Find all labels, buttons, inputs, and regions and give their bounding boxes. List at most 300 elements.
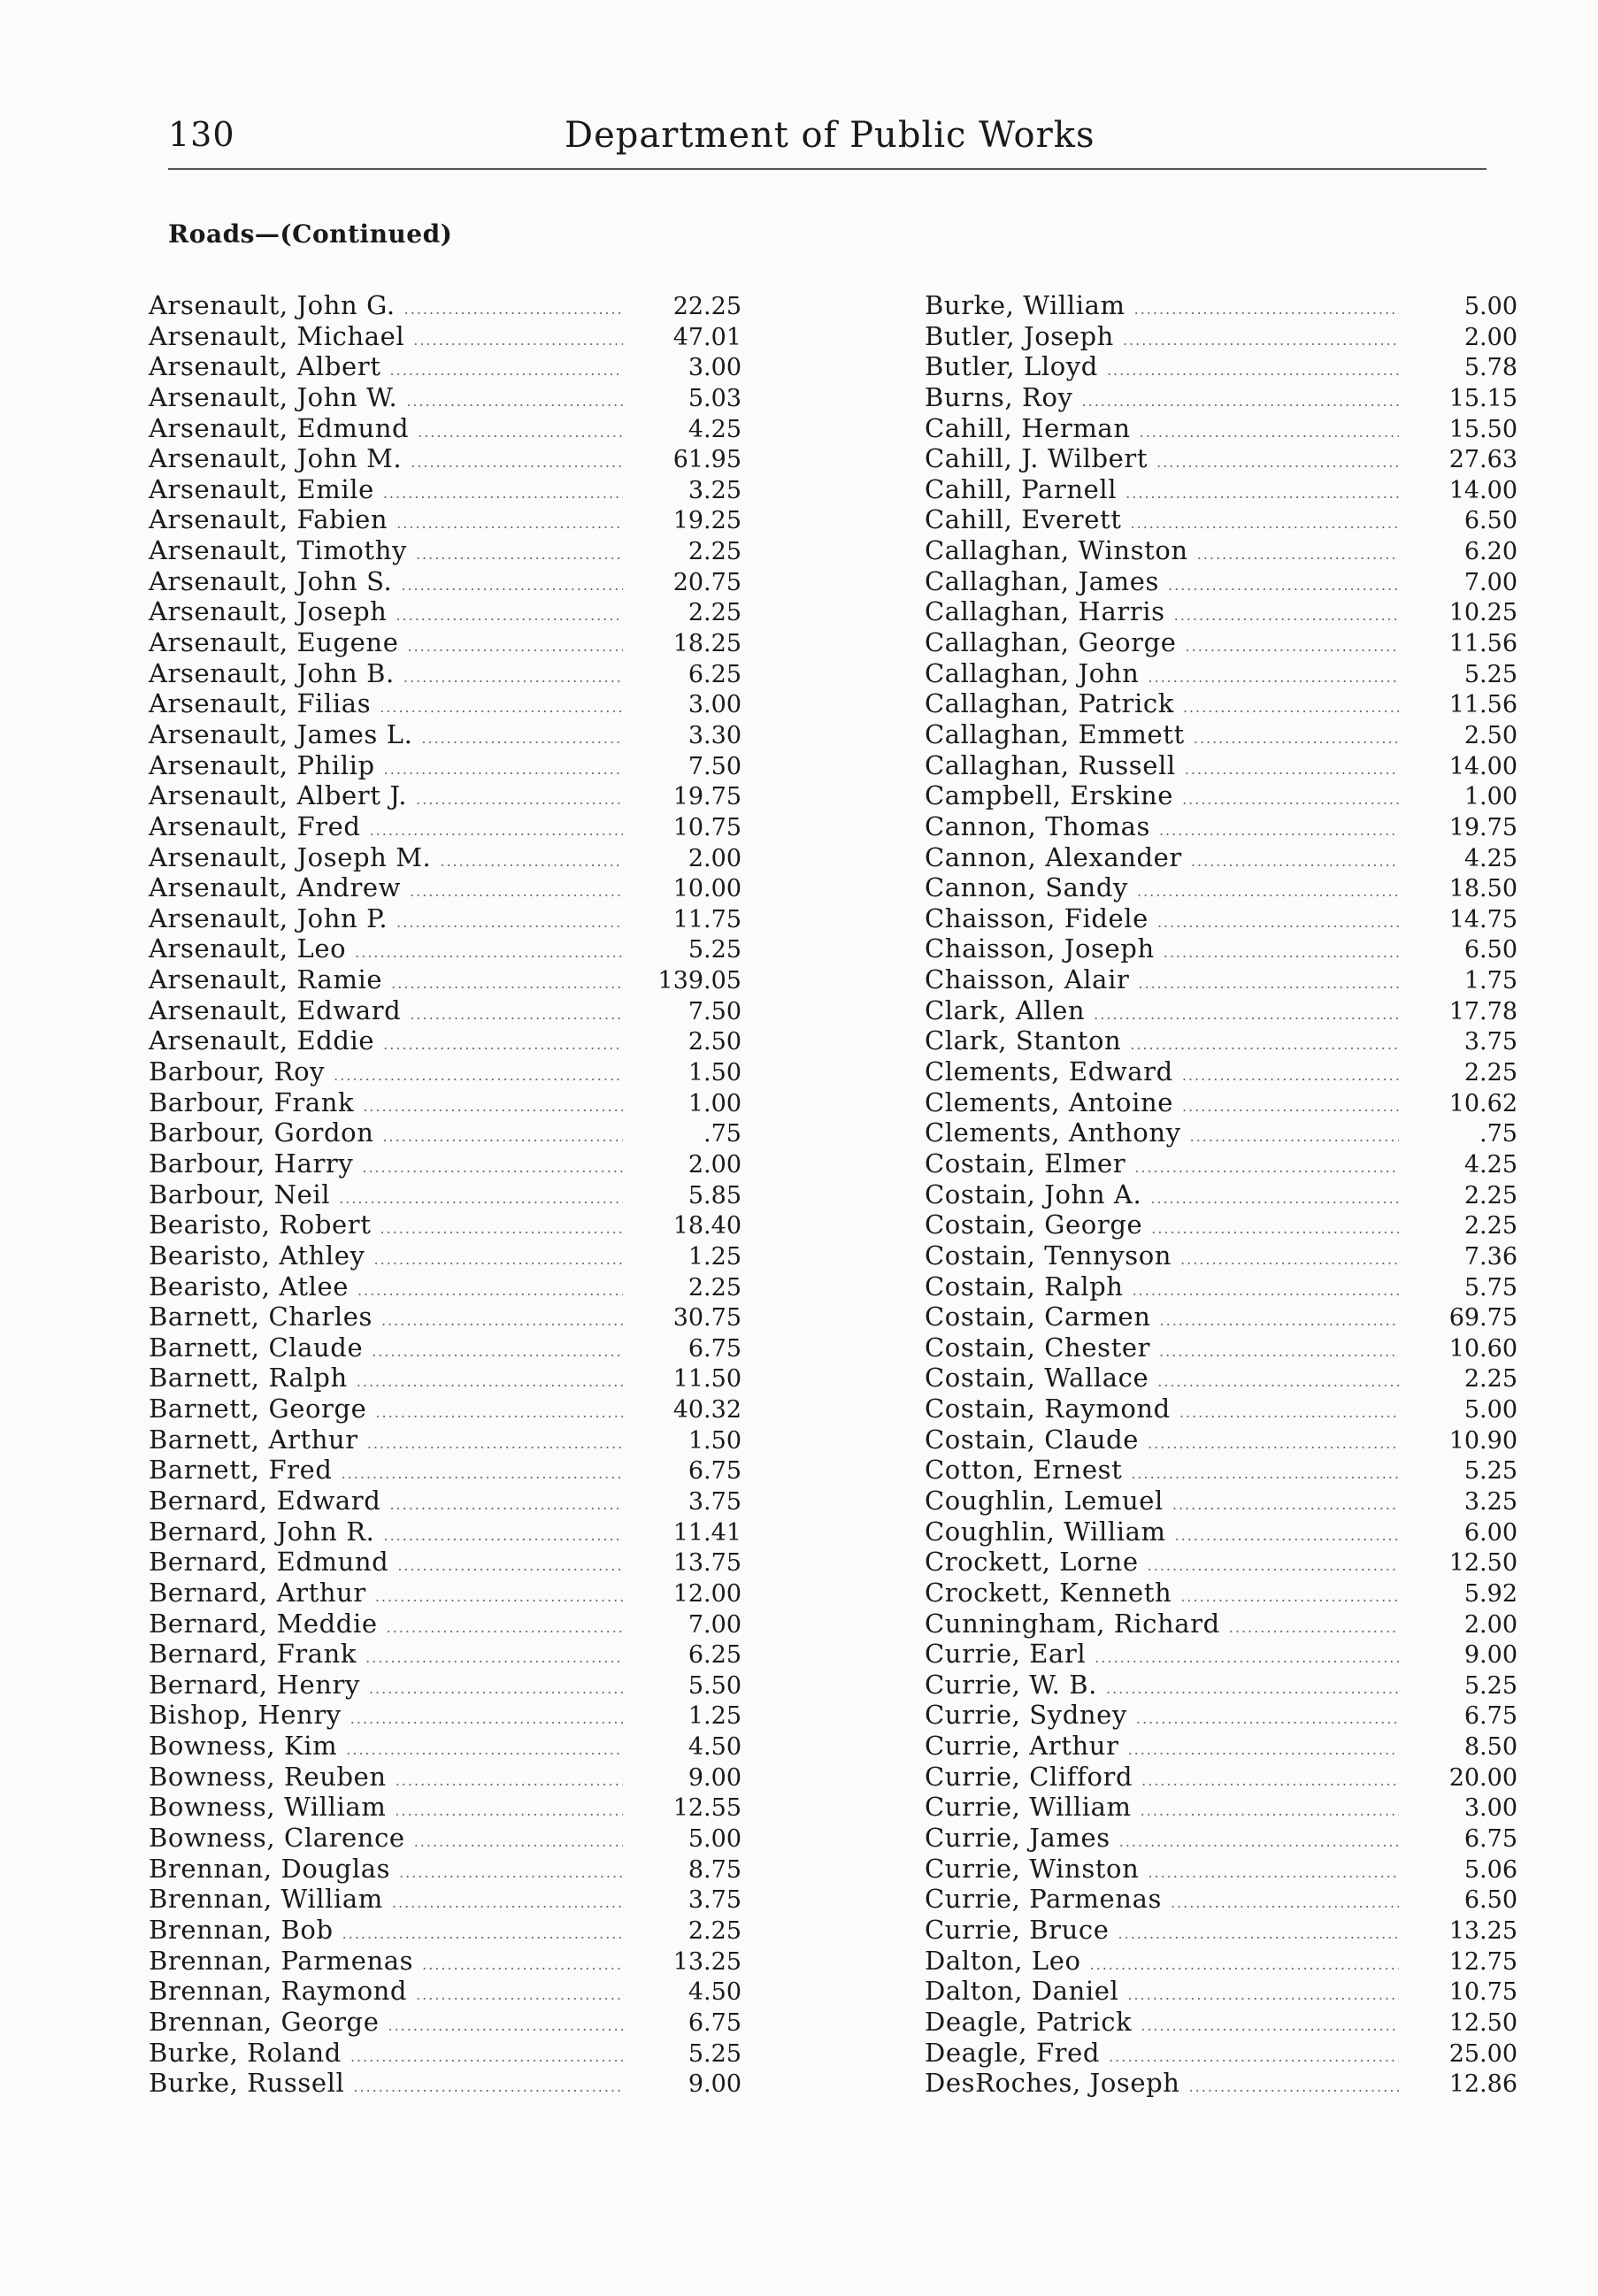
payment-amount: 9.00 xyxy=(688,2070,741,2099)
list-item xyxy=(925,1792,1517,1823)
left-column xyxy=(149,290,741,2099)
payee-name: Currie, Earl xyxy=(925,1639,1087,1670)
payment-amount: 3.00 xyxy=(688,691,741,719)
payee-name: Chaisson, Fidele xyxy=(925,902,1149,933)
payment-amount: .75 xyxy=(703,1120,741,1148)
list-item xyxy=(149,596,741,627)
list-item xyxy=(925,1670,1517,1701)
payment-amount: 15.15 xyxy=(1448,384,1517,412)
payee-name: Barnett, Claude xyxy=(149,1332,364,1363)
payment-amount: 6.25 xyxy=(688,1641,741,1670)
dot-leader xyxy=(1118,1925,1399,1942)
payee-name: Bernard, Edmund xyxy=(149,1547,389,1578)
payee-name: Crockett, Lorne xyxy=(925,1547,1139,1578)
payee-name: Costain, Tennyson xyxy=(925,1240,1172,1271)
payee-name: Cahill, J. Wilbert xyxy=(925,443,1149,474)
payee-name: Arsenault, Eugene xyxy=(149,627,399,658)
list-item xyxy=(149,719,741,750)
payment-amount: 20.75 xyxy=(672,568,741,596)
list-item xyxy=(925,566,1517,597)
list-item xyxy=(149,1946,741,1977)
payment-amount: 2.25 xyxy=(688,538,741,566)
dot-leader xyxy=(1168,577,1399,594)
dot-leader xyxy=(339,1190,623,1207)
payee-name: Coughlin, Lemuel xyxy=(925,1485,1164,1516)
payment-amount: 2.00 xyxy=(688,844,741,872)
payee-name: Arsenault, John S. xyxy=(149,565,393,596)
list-item xyxy=(925,1332,1517,1363)
payment-amount: 22.25 xyxy=(672,293,741,320)
payment-amount: 5.03 xyxy=(688,384,741,412)
payee-name: Arsenault, Ramie xyxy=(149,964,383,995)
list-item xyxy=(149,1087,741,1118)
list-item xyxy=(925,1946,1517,1977)
dot-leader xyxy=(350,2048,623,2065)
payee-name: Bowness, Clarence xyxy=(149,1823,405,1854)
list-item xyxy=(925,382,1517,413)
payment-amount: 30.75 xyxy=(672,1304,741,1332)
list-item xyxy=(925,2068,1517,2099)
dot-leader xyxy=(1159,1343,1399,1360)
dot-leader xyxy=(414,1833,623,1850)
dot-leader xyxy=(1130,515,1399,532)
dot-leader xyxy=(1090,1956,1399,1973)
payee-name: Cotton, Ernest xyxy=(925,1455,1123,1486)
dot-leader xyxy=(1094,1006,1399,1023)
payment-amount: 6.50 xyxy=(1464,507,1517,535)
list-item xyxy=(925,1609,1517,1639)
list-item xyxy=(149,2068,741,2099)
dot-leader xyxy=(396,1772,623,1789)
payment-amount: 2.25 xyxy=(1464,1059,1517,1087)
dot-leader xyxy=(363,1098,623,1115)
payee-name: Barnett, Fred xyxy=(149,1455,333,1486)
list-item xyxy=(925,1486,1517,1517)
list-item xyxy=(925,1762,1517,1793)
dot-leader xyxy=(389,1496,623,1513)
dot-leader xyxy=(390,362,623,379)
list-item xyxy=(149,1025,741,1056)
dot-leader xyxy=(411,454,623,471)
payment-amount: 5.00 xyxy=(1464,1396,1517,1424)
dot-leader xyxy=(370,822,623,839)
payment-amount: 2.00 xyxy=(1464,323,1517,351)
payment-amount: 14.75 xyxy=(1448,905,1517,933)
payment-amount: 5.00 xyxy=(1464,293,1517,320)
list-item xyxy=(925,1209,1517,1240)
payee-name: Barbour, Neil xyxy=(149,1179,331,1209)
payment-amount: 13.25 xyxy=(672,1947,741,1976)
payment-amount: 5.25 xyxy=(688,936,741,964)
list-item xyxy=(925,1117,1517,1148)
list-item xyxy=(149,1394,741,1424)
payee-name: Bearisto, Robert xyxy=(149,1209,372,1240)
list-item xyxy=(925,1179,1517,1210)
list-item xyxy=(925,1394,1517,1424)
list-item xyxy=(149,1056,741,1087)
dot-leader xyxy=(342,1465,623,1482)
payee-name: Campbell, Erskine xyxy=(925,780,1174,811)
payment-amount: 14.00 xyxy=(1448,752,1517,780)
payment-amount: 11.56 xyxy=(1448,691,1517,719)
payee-name: Brennan, Parmenas xyxy=(149,1945,414,1976)
dot-leader xyxy=(410,883,623,900)
payment-amount: 7.50 xyxy=(688,997,741,1025)
payee-name: Arsenault, James L. xyxy=(149,718,413,749)
list-item xyxy=(925,1884,1517,1915)
list-item xyxy=(925,903,1517,934)
dot-leader xyxy=(387,1619,623,1636)
dot-leader xyxy=(1164,944,1399,961)
list-item xyxy=(149,1700,741,1731)
list-item xyxy=(149,1762,741,1793)
dot-leader xyxy=(397,1557,623,1574)
list-item xyxy=(925,964,1517,995)
list-item xyxy=(925,443,1517,474)
payee-name: Callaghan, Harris xyxy=(925,596,1165,627)
dot-leader xyxy=(365,1649,623,1666)
payee-name: Cahill, Herman xyxy=(925,412,1131,443)
dot-leader xyxy=(1137,883,1399,900)
payment-amount: 2.00 xyxy=(688,1150,741,1179)
list-item xyxy=(925,842,1517,873)
payment-amount: 18.25 xyxy=(672,630,741,658)
dot-leader xyxy=(410,1006,623,1023)
payee-name: Arsenault, Albert xyxy=(149,351,381,382)
dot-leader xyxy=(362,1159,623,1176)
payee-name: Callaghan, Patrick xyxy=(925,688,1174,719)
list-item xyxy=(925,1302,1517,1332)
payee-name: Bearisto, Atlee xyxy=(149,1271,350,1302)
dot-leader xyxy=(357,1282,623,1299)
dot-leader xyxy=(383,1527,623,1544)
payment-amount: 2.25 xyxy=(688,1916,741,1945)
payee-name: Arsenault, John G. xyxy=(149,290,396,320)
dot-leader xyxy=(1172,1496,1399,1513)
payee-name: Burke, Russell xyxy=(149,2068,345,2099)
dot-leader xyxy=(1141,2017,1399,2034)
dot-leader xyxy=(1136,1710,1399,1727)
payee-name: Costain, Carmen xyxy=(925,1302,1151,1332)
right-column xyxy=(925,290,1517,2099)
dot-leader xyxy=(384,761,623,778)
payment-amount: 5.85 xyxy=(688,1181,741,1209)
payee-name: Arsenault, Joseph xyxy=(149,596,388,627)
payee-name: Crockett, Kenneth xyxy=(925,1577,1172,1608)
dot-leader xyxy=(440,853,623,870)
list-item xyxy=(925,750,1517,781)
payee-name: Barbour, Roy xyxy=(149,1056,326,1087)
list-item xyxy=(149,1117,741,1148)
dot-leader xyxy=(334,1067,623,1084)
payment-amount: 2.00 xyxy=(1464,1610,1517,1639)
dot-leader xyxy=(1128,1741,1399,1758)
header-rule xyxy=(168,168,1487,170)
payment-amount: 14.00 xyxy=(1448,476,1517,504)
list-item xyxy=(925,351,1517,382)
payee-name: Arsenault, John B. xyxy=(149,657,395,688)
payment-amount: 5.06 xyxy=(1464,1855,1517,1884)
dot-leader xyxy=(383,485,623,502)
payee-name: Callaghan, James xyxy=(925,565,1160,596)
payment-amount: 12.55 xyxy=(672,1794,741,1823)
dot-leader xyxy=(350,1710,623,1727)
list-item xyxy=(149,1209,741,1240)
payee-name: Bernard, Edward xyxy=(149,1485,381,1516)
list-item xyxy=(149,903,741,934)
list-item xyxy=(925,504,1517,535)
dot-leader xyxy=(1141,1802,1399,1819)
payment-amount: 3.75 xyxy=(688,1487,741,1516)
list-item xyxy=(925,290,1517,321)
list-item xyxy=(149,1915,741,1946)
dot-leader xyxy=(1148,669,1399,686)
list-item xyxy=(925,995,1517,1026)
payee-name: Cannon, Thomas xyxy=(925,810,1150,841)
payment-amount: 11.41 xyxy=(672,1518,741,1547)
list-item xyxy=(925,1915,1517,1946)
list-item xyxy=(925,1056,1517,1087)
payment-amount: 9.00 xyxy=(1464,1641,1517,1670)
payee-name: Bernard, Meddie xyxy=(149,1608,378,1639)
list-item xyxy=(149,1240,741,1271)
dot-leader xyxy=(1151,1220,1399,1237)
payment-amount: 3.25 xyxy=(688,476,741,504)
dot-leader xyxy=(375,1404,623,1421)
payee-name: Clark, Stanton xyxy=(925,1025,1122,1056)
payee-name: Arsenault, Filias xyxy=(149,688,372,719)
payment-amount: 12.00 xyxy=(672,1579,741,1608)
payee-name: DesRoches, Joseph xyxy=(925,2068,1180,2099)
list-item xyxy=(925,535,1517,566)
payment-amount: 139.05 xyxy=(657,967,741,995)
payment-amount: 3.25 xyxy=(1464,1487,1517,1516)
payee-name: Burke, William xyxy=(925,290,1126,320)
payee-name: Barbour, Gordon xyxy=(149,1117,374,1148)
dot-leader xyxy=(1180,1588,1399,1605)
payment-amount: 11.50 xyxy=(672,1365,741,1394)
list-item xyxy=(149,995,741,1026)
list-item xyxy=(149,1854,741,1885)
payment-amount: 6.75 xyxy=(688,2008,741,2037)
payment-amount: 1.25 xyxy=(688,1702,741,1731)
payment-amount: 12.86 xyxy=(1448,2070,1517,2099)
payment-amount: 7.36 xyxy=(1464,1242,1517,1271)
dot-leader xyxy=(1148,1435,1399,1452)
payee-name: Currie, W. B. xyxy=(925,1669,1097,1700)
payee-name: Clements, Edward xyxy=(925,1056,1173,1087)
list-item xyxy=(925,1578,1517,1609)
dot-leader xyxy=(399,1864,623,1881)
payee-name: Costain, John A. xyxy=(925,1179,1142,1209)
dot-leader xyxy=(1180,1251,1399,1268)
payee-name: Cunningham, Richard xyxy=(925,1608,1220,1639)
payment-amount: 11.75 xyxy=(672,905,741,933)
payee-name: Bowness, Kim xyxy=(149,1731,338,1762)
dot-leader xyxy=(1134,1159,1399,1176)
payee-name: Callaghan, John xyxy=(925,657,1140,688)
payee-name: Brennan, George xyxy=(149,2006,380,2037)
payment-amount: 18.40 xyxy=(672,1212,741,1240)
payee-name: Deagle, Fred xyxy=(925,2037,1101,2068)
list-item xyxy=(925,1517,1517,1547)
dot-leader xyxy=(367,1435,623,1452)
list-item xyxy=(925,1976,1517,2007)
payment-amount: 19.75 xyxy=(672,783,741,811)
dot-leader xyxy=(1140,424,1399,441)
list-item xyxy=(149,382,741,413)
page-header xyxy=(168,108,1487,161)
payment-amount: 6.50 xyxy=(1464,1886,1517,1915)
payee-name: Barnett, George xyxy=(149,1394,367,1424)
payment-amount: 19.75 xyxy=(1448,813,1517,841)
list-item xyxy=(149,1332,741,1363)
dot-leader xyxy=(357,1373,623,1390)
payee-name: Deagle, Patrick xyxy=(925,2006,1133,2037)
payee-name: Callaghan, George xyxy=(925,627,1177,658)
dot-leader xyxy=(1095,1649,1399,1666)
dot-leader xyxy=(1185,761,1399,778)
dot-leader xyxy=(346,1741,623,1758)
dot-leader xyxy=(1197,546,1399,563)
list-item xyxy=(925,1363,1517,1394)
payment-amount: 69.75 xyxy=(1448,1304,1517,1332)
payment-amount: 2.25 xyxy=(1464,1212,1517,1240)
payment-amount: 13.75 xyxy=(672,1549,741,1578)
dot-leader xyxy=(1133,1282,1399,1299)
list-item xyxy=(149,1639,741,1670)
dot-leader xyxy=(382,1128,623,1145)
dot-leader xyxy=(1138,975,1399,992)
list-item xyxy=(149,780,741,811)
payee-name: Arsenault, Fabien xyxy=(149,504,388,535)
list-item xyxy=(925,872,1517,903)
list-item xyxy=(925,1639,1517,1670)
list-item xyxy=(149,290,741,321)
payment-amount: 18.50 xyxy=(1448,875,1517,903)
list-item xyxy=(149,1455,741,1486)
payee-name: Butler, Lloyd xyxy=(925,351,1098,382)
payment-amount: 10.75 xyxy=(672,813,741,841)
dot-leader xyxy=(1190,1128,1399,1145)
list-item xyxy=(925,1700,1517,1731)
payee-name: Arsenault, John M. xyxy=(149,443,403,474)
payment-amount: 10.62 xyxy=(1448,1089,1517,1117)
payment-amount: 3.75 xyxy=(1464,1028,1517,1056)
list-item xyxy=(149,811,741,842)
payee-name: Dalton, Leo xyxy=(925,1945,1081,1976)
dot-leader xyxy=(1157,914,1399,931)
list-item xyxy=(149,1609,741,1639)
payment-amount: 25.00 xyxy=(1448,2039,1517,2068)
dot-leader xyxy=(1179,1404,1399,1421)
dot-leader xyxy=(374,1251,623,1268)
payee-name: Chaisson, Alair xyxy=(925,964,1130,995)
list-item xyxy=(925,1731,1517,1762)
payee-name: Costain, Raymond xyxy=(925,1394,1171,1424)
dot-leader xyxy=(1189,2078,1399,2095)
payee-name: Bernard, Arthur xyxy=(149,1577,366,1608)
payee-name: Butler, Joseph xyxy=(925,320,1114,351)
list-item xyxy=(925,596,1517,627)
dot-leader xyxy=(1109,2048,1399,2065)
payment-amount: .75 xyxy=(1479,1120,1517,1148)
payment-amount: 4.50 xyxy=(688,1978,741,2007)
payment-amount: 5.25 xyxy=(1464,1671,1517,1700)
list-item xyxy=(149,1884,741,1915)
payee-name: Costain, Ralph xyxy=(925,1271,1124,1302)
list-item xyxy=(925,658,1517,689)
list-item xyxy=(925,811,1517,842)
payment-amount: 7.50 xyxy=(688,752,741,780)
dot-leader xyxy=(353,2078,623,2095)
payee-name: Arsenault, Joseph M. xyxy=(149,841,432,872)
dot-leader xyxy=(396,914,623,931)
dot-leader xyxy=(1182,791,1399,808)
payment-amount: 40.32 xyxy=(672,1396,741,1424)
dot-leader xyxy=(404,301,623,318)
dot-leader xyxy=(403,669,623,686)
dot-leader xyxy=(1191,853,1399,870)
list-item xyxy=(925,719,1517,750)
payment-amount: 3.00 xyxy=(1464,1794,1517,1823)
section-heading: Roads—(Continued) xyxy=(168,219,453,249)
list-item xyxy=(149,1179,741,1210)
payment-amount: 5.00 xyxy=(688,1825,741,1854)
payee-name: Arsenault, Fred xyxy=(149,810,361,841)
payment-amount: 10.90 xyxy=(1448,1426,1517,1455)
list-item xyxy=(149,1271,741,1302)
payment-amount: 5.92 xyxy=(1464,1579,1517,1608)
list-item xyxy=(149,872,741,903)
payee-name: Cannon, Sandy xyxy=(925,872,1128,903)
page-title: Department of Public Works xyxy=(565,115,1095,156)
list-item xyxy=(149,1578,741,1609)
dot-leader xyxy=(380,699,623,716)
list-item xyxy=(925,1025,1517,1056)
list-item xyxy=(925,1240,1517,1271)
payment-amount: 6.75 xyxy=(1464,1825,1517,1854)
payment-amount: 6.20 xyxy=(1464,538,1517,566)
dot-leader xyxy=(388,2017,623,2034)
dot-leader xyxy=(395,1802,623,1819)
payee-name: Arsenault, Andrew xyxy=(149,872,402,903)
dot-leader xyxy=(396,515,623,532)
payment-amount: 10.00 xyxy=(672,875,741,903)
payee-name: Arsenault, Emile xyxy=(149,473,374,504)
payment-amount: 7.00 xyxy=(688,1610,741,1639)
payment-amount: 2.25 xyxy=(688,599,741,627)
list-item xyxy=(149,750,741,781)
payee-name: Burke, Roland xyxy=(149,2037,342,2068)
payee-name: Bernard, Frank xyxy=(149,1639,357,1670)
list-item xyxy=(149,504,741,535)
list-item xyxy=(149,474,741,505)
dot-leader xyxy=(391,975,623,992)
payment-amount: 5.25 xyxy=(1464,1457,1517,1486)
list-item xyxy=(925,1271,1517,1302)
list-item xyxy=(149,964,741,995)
payment-amount: 17.78 xyxy=(1448,997,1517,1025)
list-item xyxy=(925,627,1517,658)
dot-leader xyxy=(1119,1833,1399,1850)
list-item xyxy=(149,658,741,689)
payment-amount: 11.56 xyxy=(1448,630,1517,658)
dot-leader xyxy=(418,424,623,441)
list-item xyxy=(925,1087,1517,1118)
payment-amount: 6.25 xyxy=(688,660,741,688)
list-item xyxy=(149,535,741,566)
